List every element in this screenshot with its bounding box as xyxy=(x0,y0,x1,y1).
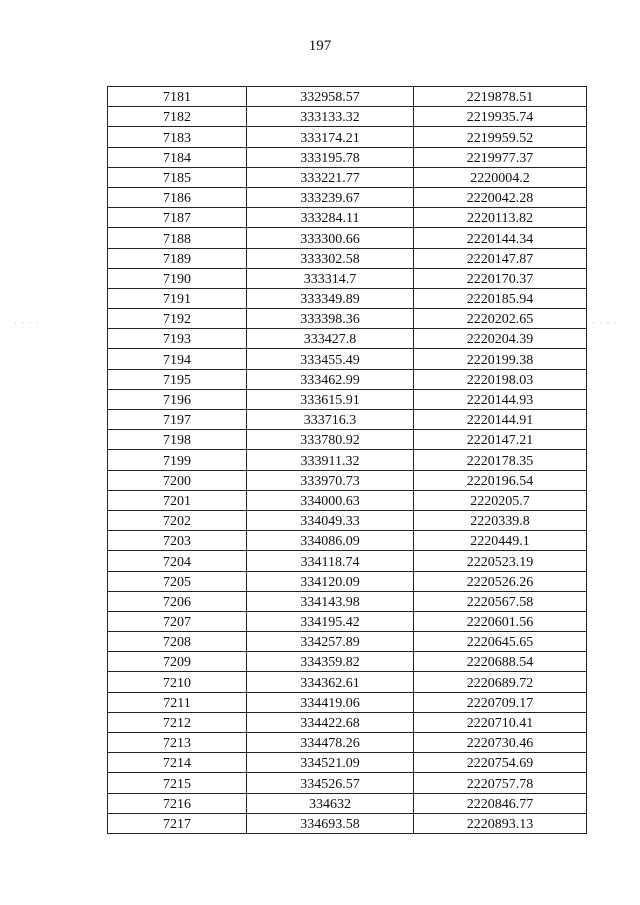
table-row xyxy=(108,349,587,369)
x-coordinate-cell: 333716.3 xyxy=(247,410,414,430)
point-id-cell: 7203 xyxy=(108,531,247,551)
x-coordinate-cell: 333911.32 xyxy=(247,450,414,470)
point-id-cell: 7187 xyxy=(108,208,247,228)
point-id-cell: 7185 xyxy=(108,167,247,187)
y-coordinate-cell: 2220757.78 xyxy=(414,773,587,793)
x-coordinate-cell: 334257.89 xyxy=(247,632,414,652)
point-id-cell: 7210 xyxy=(108,672,247,692)
point-id-cell: 7204 xyxy=(108,551,247,571)
point-id-cell: 7197 xyxy=(108,410,247,430)
point-id-cell: 7213 xyxy=(108,733,247,753)
y-coordinate-cell: 2220893.13 xyxy=(414,813,587,833)
table-row xyxy=(108,127,587,147)
x-coordinate-cell: 334143.98 xyxy=(247,591,414,611)
y-coordinate-cell: 2220113.82 xyxy=(414,208,587,228)
y-coordinate-cell: 2220170.37 xyxy=(414,268,587,288)
table-row xyxy=(108,652,587,672)
point-id-cell: 7188 xyxy=(108,228,247,248)
x-coordinate-cell: 333970.73 xyxy=(247,470,414,490)
y-coordinate-cell: 2220185.94 xyxy=(414,288,587,308)
y-coordinate-cell: 2219959.52 xyxy=(414,127,587,147)
point-id-cell: 7217 xyxy=(108,813,247,833)
scan-margin-dots-right: · · · · xyxy=(592,318,618,328)
point-id-cell: 7214 xyxy=(108,753,247,773)
y-coordinate-cell: 2219977.37 xyxy=(414,147,587,167)
x-coordinate-cell: 333349.89 xyxy=(247,288,414,308)
x-coordinate-cell: 333398.36 xyxy=(247,309,414,329)
table-row xyxy=(108,490,587,510)
y-coordinate-cell: 2220202.65 xyxy=(414,309,587,329)
table-row xyxy=(108,813,587,833)
x-coordinate-cell: 334526.57 xyxy=(247,773,414,793)
y-coordinate-cell: 2220523.19 xyxy=(414,551,587,571)
table-row xyxy=(108,208,587,228)
y-coordinate-cell: 2220754.69 xyxy=(414,753,587,773)
x-coordinate-cell: 333221.77 xyxy=(247,167,414,187)
point-id-cell: 7192 xyxy=(108,309,247,329)
y-coordinate-cell: 2220449.1 xyxy=(414,531,587,551)
table-row xyxy=(108,773,587,793)
point-id-cell: 7209 xyxy=(108,652,247,672)
x-coordinate-cell: 334693.58 xyxy=(247,813,414,833)
x-coordinate-cell: 333455.49 xyxy=(247,349,414,369)
point-id-cell: 7199 xyxy=(108,450,247,470)
table-row xyxy=(108,329,587,349)
table-row xyxy=(108,531,587,551)
table-row xyxy=(108,753,587,773)
x-coordinate-cell: 334362.61 xyxy=(247,672,414,692)
y-coordinate-cell: 2220144.91 xyxy=(414,410,587,430)
x-coordinate-cell: 333462.99 xyxy=(247,369,414,389)
table-row xyxy=(108,187,587,207)
x-coordinate-cell: 334359.82 xyxy=(247,652,414,672)
scan-margin-dots-left: · · · · xyxy=(14,318,40,328)
y-coordinate-cell: 2220688.54 xyxy=(414,652,587,672)
table-row xyxy=(108,430,587,450)
y-coordinate-cell: 2220689.72 xyxy=(414,672,587,692)
table-row xyxy=(108,167,587,187)
point-id-cell: 7205 xyxy=(108,571,247,591)
table-row xyxy=(108,551,587,571)
x-coordinate-cell: 334118.74 xyxy=(247,551,414,571)
y-coordinate-cell: 2220198.03 xyxy=(414,369,587,389)
table-row xyxy=(108,268,587,288)
x-coordinate-cell: 333300.66 xyxy=(247,228,414,248)
x-coordinate-cell: 333174.21 xyxy=(247,127,414,147)
y-coordinate-cell: 2220205.7 xyxy=(414,490,587,510)
y-coordinate-cell: 2220567.58 xyxy=(414,591,587,611)
y-coordinate-cell: 2220147.87 xyxy=(414,248,587,268)
y-coordinate-cell: 2220042.28 xyxy=(414,187,587,207)
y-coordinate-cell: 2220710.41 xyxy=(414,712,587,732)
y-coordinate-cell: 2220339.8 xyxy=(414,510,587,530)
x-coordinate-cell: 332958.57 xyxy=(247,87,414,107)
y-coordinate-cell: 2220730.46 xyxy=(414,733,587,753)
point-id-cell: 7211 xyxy=(108,692,247,712)
point-id-cell: 7181 xyxy=(108,87,247,107)
y-coordinate-cell: 2219878.51 xyxy=(414,87,587,107)
point-id-cell: 7193 xyxy=(108,329,247,349)
point-id-cell: 7184 xyxy=(108,147,247,167)
y-coordinate-cell: 2220147.21 xyxy=(414,430,587,450)
x-coordinate-cell: 334120.09 xyxy=(247,571,414,591)
x-coordinate-cell: 334478.26 xyxy=(247,733,414,753)
point-id-cell: 7189 xyxy=(108,248,247,268)
point-id-cell: 7186 xyxy=(108,187,247,207)
point-id-cell: 7194 xyxy=(108,349,247,369)
y-coordinate-cell: 2220144.34 xyxy=(414,228,587,248)
x-coordinate-cell: 334521.09 xyxy=(247,753,414,773)
point-id-cell: 7207 xyxy=(108,611,247,631)
x-coordinate-cell: 334000.63 xyxy=(247,490,414,510)
table-row xyxy=(108,410,587,430)
x-coordinate-cell: 333615.91 xyxy=(247,389,414,409)
x-coordinate-cell: 334195.42 xyxy=(247,611,414,631)
table-row xyxy=(108,228,587,248)
x-coordinate-cell: 333427.8 xyxy=(247,329,414,349)
point-id-cell: 7216 xyxy=(108,793,247,813)
y-coordinate-cell: 2220004.2 xyxy=(414,167,587,187)
table-row xyxy=(108,369,587,389)
x-coordinate-cell: 333314.7 xyxy=(247,268,414,288)
point-id-cell: 7200 xyxy=(108,470,247,490)
x-coordinate-cell: 334086.09 xyxy=(247,531,414,551)
table-row xyxy=(108,389,587,409)
y-coordinate-cell: 2220846.77 xyxy=(414,793,587,813)
x-coordinate-cell: 334632 xyxy=(247,793,414,813)
table-row xyxy=(108,147,587,167)
table-row xyxy=(108,87,587,107)
x-coordinate-cell: 333239.67 xyxy=(247,187,414,207)
point-id-cell: 7201 xyxy=(108,490,247,510)
point-id-cell: 7196 xyxy=(108,389,247,409)
x-coordinate-cell: 333284.11 xyxy=(247,208,414,228)
x-coordinate-cell: 333302.58 xyxy=(247,248,414,268)
y-coordinate-cell: 2220601.56 xyxy=(414,611,587,631)
table-row xyxy=(108,288,587,308)
y-coordinate-cell: 2220178.35 xyxy=(414,450,587,470)
y-coordinate-cell: 2220709.17 xyxy=(414,692,587,712)
y-coordinate-cell: 2220199.38 xyxy=(414,349,587,369)
y-coordinate-cell: 2220204.39 xyxy=(414,329,587,349)
table-row xyxy=(108,793,587,813)
x-coordinate-cell: 333133.32 xyxy=(247,107,414,127)
x-coordinate-cell: 334419.06 xyxy=(247,692,414,712)
table-row xyxy=(108,571,587,591)
table-row xyxy=(108,248,587,268)
y-coordinate-cell: 2219935.74 xyxy=(414,107,587,127)
x-coordinate-cell: 334422.68 xyxy=(247,712,414,732)
point-id-cell: 7212 xyxy=(108,712,247,732)
table-row xyxy=(108,712,587,732)
x-coordinate-cell: 333780.92 xyxy=(247,430,414,450)
table-row xyxy=(108,107,587,127)
y-coordinate-cell: 2220196.54 xyxy=(414,470,587,490)
point-id-cell: 7183 xyxy=(108,127,247,147)
table-row xyxy=(108,692,587,712)
point-id-cell: 7208 xyxy=(108,632,247,652)
table-row xyxy=(108,470,587,490)
coordinate-table xyxy=(107,86,587,834)
page-number: 197 xyxy=(308,38,332,54)
table-row xyxy=(108,632,587,652)
table-row xyxy=(108,611,587,631)
table-row xyxy=(108,591,587,611)
x-coordinate-cell: 334049.33 xyxy=(247,510,414,530)
point-id-cell: 7206 xyxy=(108,591,247,611)
table-row xyxy=(108,450,587,470)
y-coordinate-cell: 2220645.65 xyxy=(414,632,587,652)
point-id-cell: 7202 xyxy=(108,510,247,530)
point-id-cell: 7182 xyxy=(108,107,247,127)
point-id-cell: 7215 xyxy=(108,773,247,793)
point-id-cell: 7195 xyxy=(108,369,247,389)
y-coordinate-cell: 2220526.26 xyxy=(414,571,587,591)
y-coordinate-cell: 2220144.93 xyxy=(414,389,587,409)
point-id-cell: 7198 xyxy=(108,430,247,450)
table-row xyxy=(108,733,587,753)
table-row xyxy=(108,672,587,692)
table-row xyxy=(108,309,587,329)
x-coordinate-cell: 333195.78 xyxy=(247,147,414,167)
table-row xyxy=(108,510,587,530)
point-id-cell: 7190 xyxy=(108,268,247,288)
coordinate-table-body xyxy=(108,87,587,834)
point-id-cell: 7191 xyxy=(108,288,247,308)
